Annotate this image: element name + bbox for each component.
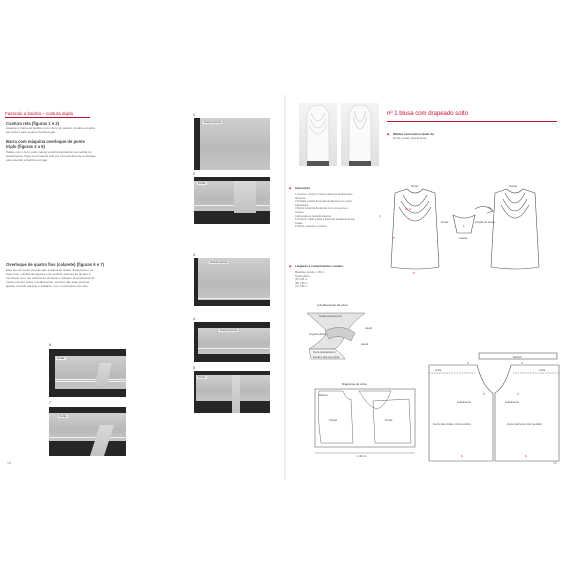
molds-body: Frente, costas, gola da blusa. [393,137,428,140]
svg-text:2: 2 [521,361,523,365]
figure-2-label: Frente [198,182,206,185]
section2-title: Barra com máquina overloque de ponto triplo (figuras 3 a 5) [6,139,86,149]
cut-title: Diagrama de corte [342,382,367,386]
figure-5-label: Frente [198,376,206,379]
figure-4-number: 4 [193,317,195,321]
sizes-list [295,271,345,289]
instruction-6: 6 Dobre a bainha e costure. [295,225,328,229]
figure-1-number: 1 [193,113,195,117]
figure-7-number: 7 [49,401,51,405]
pattern-label-line-2: Linha [539,369,546,372]
figure-5-number: 5 [193,366,195,370]
front-model-photo [299,103,337,166]
finishing-label-side: Lateral [365,328,373,330]
instruction-1: 1 Costure o ombro e faça a dobra do acabamento da frente. [295,193,353,200]
figure-4-label: Avesso (verso) [220,329,238,332]
left-page-number: 14 [7,461,11,465]
instructions-title: Instruções [295,186,311,190]
size-5: (G) 1,80 m [295,285,308,289]
molds-title: Moldes necessários (lado A): [393,132,435,136]
sizes-title: Larguras e comprimentos usados [295,264,344,268]
figure-2-photo [194,177,270,224]
cut-label-back: Costas [329,419,338,422]
drawing-label-join: Junção do centro [475,221,495,224]
header-rule [5,117,90,118]
left-page [5,95,285,480]
figure-1-photo [194,118,270,170]
back-model-photo [341,103,379,166]
drawing-label-front-2: Frente [441,221,449,224]
cut-label-binding: Debrum [319,394,329,397]
figure-4-photo [194,322,270,362]
pattern-label-front-fold: Centro da frente corte na dobra [507,423,542,426]
cut-label-front: Frente [385,419,393,422]
svg-text:6: 6 [461,454,463,458]
section2-body: Passe com o ferro para marcar a dobra da bainha na medida do acabamento. Faça uma costura reta por cima da área de overloque para prender a bainha no lugar. [6,150,96,162]
bullet-sizes: ◆ [289,264,292,268]
size-4: (M) 1,80 m [295,281,308,285]
garment-flat-drawings [375,183,557,278]
left-page-header: Fazendo a bainha – costura dupla [5,111,74,116]
instruction-3: 3 Dobre a bainha de decote com uma perna e costure. [295,207,348,214]
instruction-5: 5 Costure o lado e faça a dobra do acabamento das costas. [295,218,355,225]
pattern-pieces-diagram [427,351,561,467]
figure-7-photo [49,407,126,456]
project-title: nº 1 blusa com drapeado solto [387,111,468,117]
drawing-label-front: Frente [411,185,419,188]
bullet-molds: ◆ [387,132,390,136]
figure-3-label: Avesso (verso) [210,261,228,264]
armhole-finishing-diagram [305,309,385,361]
figure-1-label: Avesso (verso) [204,121,222,124]
svg-text:6: 6 [413,271,415,275]
figure-3-photo [194,258,270,306]
figure-6-number: 6 [49,343,51,347]
finishing-label-front: Frente (avesso/verso) [313,352,336,354]
size-2: Tecido plano [295,274,310,278]
drawing-label-side: Lateral [459,237,467,240]
size-1: Materiais: tecido e 1,80 m [295,271,325,274]
svg-text:5: 5 [393,236,395,240]
finishing-title: 4 Acabamento da cava [317,303,348,307]
finishing-label-back: Costas (avesso/verso) [319,316,342,318]
cutting-diagram [313,387,423,459]
svg-text:3: 3 [517,392,519,396]
section3-body: Este tipo de ponto permite que a dobra do tecido novamente e no lugar com o dobra da lugares e de vértices para da fio de que a overloque com. Se costura da primeira 4 margem preposicional ao mesmo tempo sobre o acabamento, embora não seja possível ajustar o tecido durante o trabalho, com o overloque com são. [6,268,95,288]
figure-2-number: 2 [193,172,195,176]
svg-text:4: 4 [379,214,381,218]
pattern-label-back-fold: Centro das costas, corte na dobra [433,423,471,426]
pattern-label-finish-2: Acabamento [505,401,520,404]
drawing-label-back: Costas [509,185,518,188]
svg-text:2: 2 [467,361,469,365]
svg-text:1: 1 [463,224,465,228]
finishing-label-tab: Lingueta (direito) [309,334,327,336]
figure-6-photo [49,349,126,397]
pattern-label-binding: Debrum [513,356,522,359]
instruction-2: 2 Finalize a barra de tecido da abertura em ponto ziguezague. [295,200,352,207]
figure-3-number: 3 [193,253,195,257]
figure-5-photo [194,371,270,413]
size-3: (P) 1,80 m [295,278,308,282]
section3-title: Overloque de quatro fios (colarete) (figuras 6 e 7) [6,262,104,267]
finishing-label-side-2: Lateral [361,344,369,346]
svg-text:5: 5 [483,392,485,396]
instructions-list [295,193,355,229]
finishing-label-note: Prenda o viés sem esticar [313,357,340,359]
svg-text:2 • 3: 2 • 3 [405,207,412,211]
cut-label-width: 1,40 cm [357,455,367,458]
pattern-label-finish-1: Acabamento [457,401,472,404]
figure-7-label: Frente [59,415,67,418]
section1-body: Assente a dobra da bainha com o ferro de passar. Costure a borda da costura para segurar bainha lugar. [6,126,95,134]
svg-text:6: 6 [525,454,527,458]
section1-title: Costura reta (figuras 1 e 2) [6,121,60,126]
right-page [287,95,565,480]
title-rule [387,121,557,122]
bullet-instructions: ◆ [289,186,292,190]
right-page-number: 15 [553,461,557,465]
figure-6-label: Frente [57,357,65,360]
instruction-4: 4 Arremate as costuras laterais. [295,214,332,218]
pattern-label-line-1: Linha [435,369,442,372]
